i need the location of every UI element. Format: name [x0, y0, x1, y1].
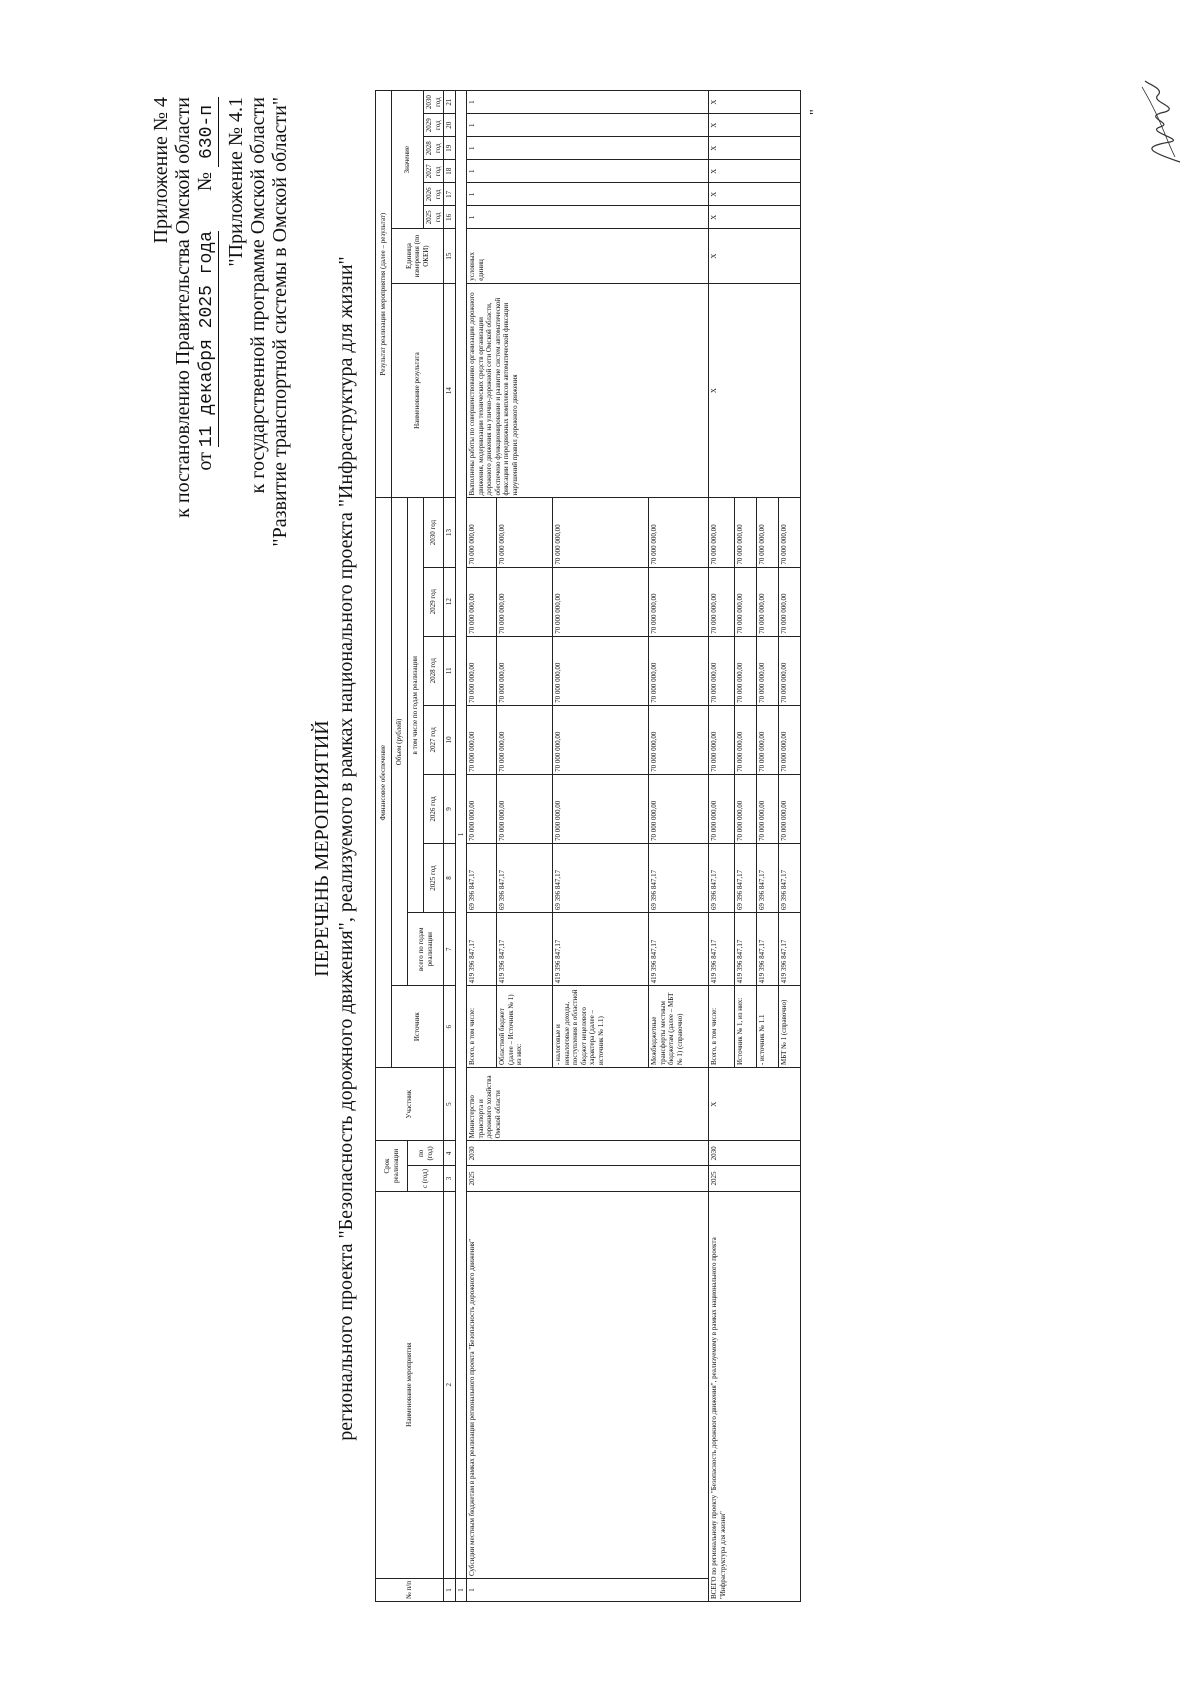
result-unit: Х [709, 229, 801, 283]
column-number: 21 [444, 91, 456, 114]
funding-source: - налоговые и неналоговые доходы, поступления в областной бюджет нецелевого характера (далее – источник № 1.1) [553, 986, 649, 1068]
funding-year-value: 69 396 847,17 [735, 844, 757, 913]
value-year-header: 2030 год [424, 91, 444, 114]
column-number: 12 [444, 567, 456, 636]
funding-year-value: 69 396 847,17 [709, 844, 735, 913]
program-appendix-header [225, 97, 291, 597]
title-sub: регионального проекта "Безопасность дорожного движения", реализуемого в рамках национального проекта "Инфраструктура для жизни" [335, 256, 357, 1441]
funding-year-value: 70 000 000,00 [709, 774, 735, 843]
funding-year-value: 70 000 000,00 [735, 567, 757, 636]
funding-source: МБТ № 1 (справочно) [779, 986, 801, 1068]
funding-year-value: 70 000 000,00 [497, 705, 553, 774]
value-year-header: 2026 год [424, 183, 444, 206]
column-number: 16 [444, 206, 456, 229]
col-volume-header: Объем (рублей) [392, 498, 408, 986]
title-main: ПЕРЕЧЕНЬ МЕРОПРИЯТИЙ [311, 720, 333, 977]
funding-year-value: 70 000 000,00 [735, 498, 757, 567]
section-number: 1 [455, 1578, 467, 1601]
col-term-from: с (год) [408, 1166, 444, 1191]
result-value: 1 [467, 183, 709, 206]
funding-year-value: 70 000 000,00 [467, 774, 497, 843]
document-title [310, 0, 358, 1697]
decree-date: 11 декабря 2025 года [197, 231, 217, 448]
funding-year-value: 70 000 000,00 [553, 705, 649, 774]
funding-year-value: 70 000 000,00 [709, 498, 735, 567]
funding-year-value: 70 000 000,00 [649, 498, 709, 567]
funding-year-value: 70 000 000,00 [553, 636, 649, 705]
appendix-title: Приложение № 4 [150, 97, 172, 244]
col-result-header: Результат реализации мероприятия (далее – результат) [376, 91, 392, 498]
funding-total: 419 396 847,17 [553, 913, 649, 986]
funding-year-value: 70 000 000,00 [709, 567, 735, 636]
column-number: 11 [444, 636, 456, 705]
column-number: 13 [444, 498, 456, 567]
year-header: 2025 год [424, 844, 444, 913]
funding-year-value: 70 000 000,00 [553, 774, 649, 843]
funding-year-value: 70 000 000,00 [709, 705, 735, 774]
funding-year-value: 70 000 000,00 [735, 636, 757, 705]
result-value: Х [709, 160, 801, 183]
funding-source: Областной бюджет (далее – Источник № 1) из них: [497, 986, 553, 1068]
signature-mark [1130, 77, 1190, 167]
result-value: 1 [467, 91, 709, 114]
total-name: ВСЕГО по региональному проекту "Безопасность дорожного движения", реализуемому в рамках национального проекта "Инфраструктура для жизни" [709, 1191, 801, 1601]
column-number: 19 [444, 137, 456, 160]
funding-total: 419 396 847,17 [735, 913, 757, 986]
column-number: 10 [444, 705, 456, 774]
funding-year-value: 70 000 000,00 [779, 567, 801, 636]
closing-quote: " [808, 109, 823, 115]
col-result-name-header: Наименование результата [392, 283, 444, 498]
column-number: 1 [444, 1578, 456, 1601]
term-to: 2030 [709, 1141, 801, 1166]
col-by-year-header: в том числе по годам реализации [408, 498, 424, 913]
column-number: 5 [444, 1068, 456, 1141]
result-value: Х [709, 137, 801, 160]
result-name: Х [709, 283, 801, 498]
funding-year-value: 70 000 000,00 [709, 636, 735, 705]
column-number: 9 [444, 774, 456, 843]
events-table [375, 90, 801, 1602]
funding-year-value: 70 000 000,00 [467, 567, 497, 636]
funding-year-value: 70 000 000,00 [649, 636, 709, 705]
funding-total: 419 396 847,17 [779, 913, 801, 986]
funding-year-value: 69 396 847,17 [779, 844, 801, 913]
appendix-header [150, 97, 219, 537]
year-header: 2026 год [424, 774, 444, 843]
col-total-header: всего по годам реализации [408, 913, 444, 986]
funding-total: 419 396 847,17 [467, 913, 497, 986]
funding-total: 419 396 847,17 [649, 913, 709, 986]
funding-source: - источник № 1.1 [757, 986, 779, 1068]
funding-year-value: 70 000 000,00 [497, 774, 553, 843]
year-header: 2029 год [424, 567, 444, 636]
funding-source: Всего, в том числе: [467, 986, 497, 1068]
participant: Х [709, 1068, 801, 1141]
result-value: Х [709, 91, 801, 114]
result-value: Х [709, 183, 801, 206]
funding-year-value: 70 000 000,00 [779, 636, 801, 705]
funding-year-value: 69 396 847,17 [649, 844, 709, 913]
result-unit: условных единиц [467, 229, 709, 283]
funding-year-value: 69 396 847,17 [467, 844, 497, 913]
value-year-header: 2028 год [424, 137, 444, 160]
result-name: Выполнены работы по совершенствованию организации дорожного движения, модернизации технических средств организации дорожного движения на улично-дорожной сети Омской области, обеспечено функционирование и развитие систем автоматической фиксации и передвижных комплексов автоматической фиксации нарушений правил дорожного движения [467, 283, 709, 498]
column-number: 3 [444, 1166, 456, 1191]
funding-year-value: 70 000 000,00 [757, 567, 779, 636]
result-value: 1 [467, 206, 709, 229]
result-value: Х [709, 114, 801, 137]
section-flag: 1 [455, 91, 467, 1579]
column-number: 7 [444, 913, 456, 986]
funding-year-value: 70 000 000,00 [779, 705, 801, 774]
funding-source: Всего, в том числе: [709, 986, 735, 1068]
term-to: 2030 [467, 1141, 709, 1166]
funding-year-value: 70 000 000,00 [757, 774, 779, 843]
table-body [444, 91, 801, 1602]
funding-year-value: 70 000 000,00 [649, 567, 709, 636]
funding-source: Межбюджетные трансферты местным бюджетам (далее – МБТ № 1) (справочно) [649, 986, 709, 1068]
funding-year-value: 69 396 847,17 [497, 844, 553, 913]
section-row [455, 91, 467, 1602]
col-unit-header: Единица измерения (по ОКЕИ) [392, 229, 444, 283]
table-row [709, 91, 735, 1602]
event-name: Субсидии местным бюджетам в рамках реализации регионального проекта "Безопасность дорожного движения" [467, 1191, 709, 1578]
participant: Министерство транспорта и дорожного хозяйства Омской области [467, 1068, 709, 1141]
program-name: "Развитие транспортной системы в Омской области" [269, 97, 291, 547]
program-appendix-ref: к государственной программе Омской области [247, 97, 269, 494]
column-number: 14 [444, 283, 456, 498]
appendix-date-line: от 11 декабря 2025 года № 630-п [194, 97, 219, 537]
col-participant-header: Участник [376, 1068, 444, 1141]
funding-total: 419 396 847,17 [709, 913, 735, 986]
funding-total: 419 396 847,17 [497, 913, 553, 986]
funding-year-value: 70 000 000,00 [779, 774, 801, 843]
column-number: 17 [444, 183, 456, 206]
funding-year-value: 70 000 000,00 [497, 636, 553, 705]
funding-source: Источник № 1, из них: [735, 986, 757, 1068]
col-source-header: Источник [392, 986, 444, 1068]
funding-year-value: 70 000 000,00 [467, 498, 497, 567]
column-numbers-row [444, 91, 456, 1602]
column-number: 18 [444, 160, 456, 183]
col-term-to: по (год) [408, 1141, 444, 1166]
col-name-header: Наименование мероприятия [376, 1191, 444, 1578]
funding-year-value: 70 000 000,00 [467, 705, 497, 774]
col-num-header: № п/п [376, 1578, 444, 1601]
funding-year-value: 70 000 000,00 [649, 774, 709, 843]
funding-year-value: 70 000 000,00 [757, 636, 779, 705]
program-appendix-title: "Приложение № 4.1 [225, 97, 247, 267]
funding-year-value: 69 396 847,17 [757, 844, 779, 913]
term-from: 2025 [709, 1166, 801, 1191]
result-value: 1 [467, 160, 709, 183]
column-number: 6 [444, 986, 456, 1068]
result-value: 1 [467, 114, 709, 137]
funding-year-value: 70 000 000,00 [497, 498, 553, 567]
funding-year-value: 70 000 000,00 [757, 498, 779, 567]
funding-year-value: 70 000 000,00 [553, 567, 649, 636]
year-header: 2028 год [424, 636, 444, 705]
col-finance-header: Финансовое обеспечение [376, 498, 392, 1068]
value-year-header: 2025 год [424, 206, 444, 229]
funding-year-value: 70 000 000,00 [779, 498, 801, 567]
funding-year-value: 70 000 000,00 [757, 705, 779, 774]
appendix-decree: к постановлению Правительства Омской области [172, 97, 194, 518]
funding-year-value: 69 396 847,17 [553, 844, 649, 913]
term-from: 2025 [467, 1166, 709, 1191]
funding-year-value: 70 000 000,00 [735, 705, 757, 774]
column-number: 15 [444, 229, 456, 283]
result-value: 1 [467, 137, 709, 160]
table-row [467, 91, 497, 1602]
funding-year-value: 70 000 000,00 [649, 705, 709, 774]
result-value: Х [709, 206, 801, 229]
col-term-header: Срок реализации [376, 1141, 408, 1191]
column-number: 8 [444, 844, 456, 913]
column-number: 4 [444, 1141, 456, 1166]
funding-year-value: 70 000 000,00 [497, 567, 553, 636]
funding-total: 419 396 847,17 [757, 913, 779, 986]
col-value-header: Значение [392, 91, 424, 229]
year-header: 2027 год [424, 705, 444, 774]
decree-number: 630-п [196, 97, 219, 167]
year-header: 2030 год [424, 498, 444, 567]
column-number: 20 [444, 114, 456, 137]
event-number: 1 [467, 1578, 709, 1601]
column-number: 2 [444, 1191, 456, 1578]
funding-year-value: 70 000 000,00 [553, 498, 649, 567]
funding-year-value: 70 000 000,00 [467, 636, 497, 705]
value-year-header: 2029 год [424, 114, 444, 137]
value-year-header: 2027 год [424, 160, 444, 183]
funding-year-value: 70 000 000,00 [735, 774, 757, 843]
